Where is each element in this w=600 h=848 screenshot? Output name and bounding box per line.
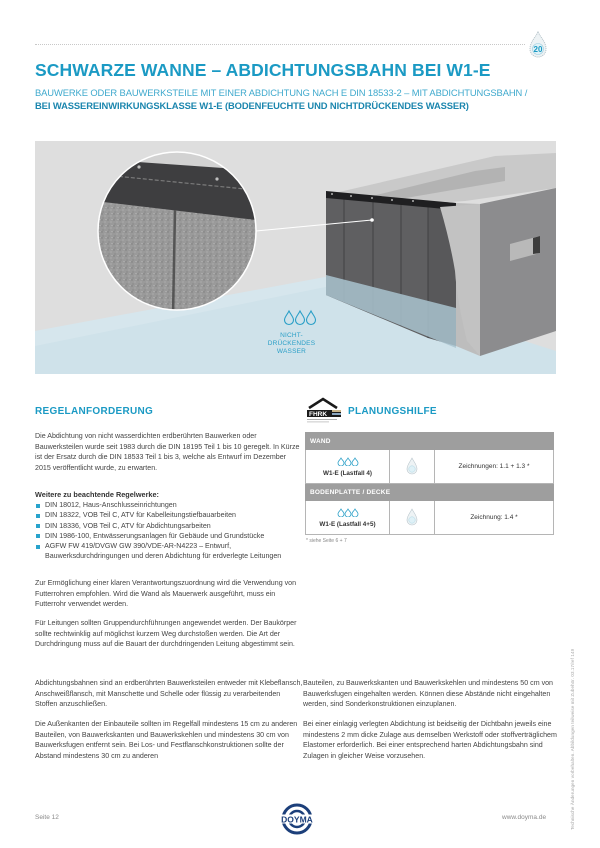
section-header-bodenplatte: BODENPLATTE / DECKE (306, 484, 554, 501)
water-drops-icon (306, 457, 389, 468)
rules-list (35, 500, 303, 562)
rule-text: DIN 18336, VOB Teil C, ATV für Abdichtungsarbeiten (45, 521, 211, 530)
bullet-icon (36, 545, 40, 549)
water-label-line-1: NICHT- (280, 332, 303, 339)
list-item (35, 500, 303, 510)
rules-title: Weitere zu beachtende Regelwerke: (35, 490, 159, 499)
einlagig-paragraph: Bei einer einlagig verlegten Abdichtung ist beidseitig der Dichtbahn jeweils eine mindestens 2 mm dicke Zulage aus demselben Werkstoff oder stoffverträglichem Elastomer erforderlich. Bei einer entsprechend harten Abdichtungsbahn sind Zulagen in gleicher Weise vorzusehen. (303, 720, 557, 760)
bullet-icon (36, 524, 40, 528)
page-reference-cell[interactable] (390, 450, 435, 484)
table-footnote: * siehe Seite 6 + 7 (306, 538, 347, 544)
drawings-cell: Zeichnung: 1.4 * (435, 501, 554, 535)
rule-text: DIN 1986-100, Entwässerungsanlagen für Gebäude und Grundstücke (45, 531, 265, 540)
page-badge (526, 30, 550, 60)
water-label-line-2: DRÜCKENDES (267, 340, 316, 347)
doyma-logo-text: DOYMA (281, 814, 313, 825)
list-item (35, 510, 303, 520)
water-label-line-3: WASSER (276, 348, 307, 355)
page-reference-badge-icon[interactable] (405, 521, 419, 528)
water-drops-icon (306, 508, 389, 519)
right-continuation-paragraph: Bauteilen, zu Bauwerkskanten und Bauwerkskehlen und mindestens 50 cm von Bauwerksfugen eingehalten werden. Können diese Abstände nicht eingehalten werden, sind Sonderkonstruktionen einzuplanen. (303, 679, 554, 709)
planungshilfe-heading: PLANUNGSHILFE (348, 406, 437, 417)
water-label (35, 332, 552, 356)
table-row (306, 450, 554, 484)
load-case-cell (306, 450, 390, 484)
intro-paragraph: Die Abdichtung von nicht wasserdichten erdberührten Bauwerken oder Bauwerksteilen wurde seit 1983 durch die DIN 18195 Teil 1 bis 10 geregelt. In Kürze ist der Ersatz durch die DIN 18533 Teil 1 bis 3, welche als Entwurf im Dezember 2015 veröffentlicht wurde, zu erwarten. (35, 432, 300, 472)
top-divider (35, 44, 525, 45)
table-section-header (306, 433, 554, 450)
abdichtungsbahnen-paragraph: Abdichtungsbahnen sind an erdberührten Bauwerksteilen entweder mit Klebeflansch, Anschweißflansch, mit Manschette und Schelle oder flüssig zu verarbeitenden Stoffen anzuschließen. (35, 679, 303, 709)
bullet-icon (36, 534, 40, 538)
list-item (35, 541, 303, 562)
page-reference-cell[interactable] (390, 501, 435, 535)
rule-text: AGFW FW 419/DVGW GW 390/VDE-AR-N4223 – Entwurf, Bauwerksdurchdringungen und deren Abdichtung für erdverlegte Leitungen (45, 542, 282, 561)
page-badge-number: 20 (533, 45, 543, 54)
planning-table (305, 432, 554, 535)
list-item (35, 531, 303, 541)
list-item (35, 521, 303, 531)
bullet-icon (36, 504, 40, 508)
section-header-wand: WAND (306, 433, 554, 450)
page-reference-badge-icon[interactable] (405, 470, 419, 477)
load-case-cell (306, 501, 390, 535)
bullet-icon (36, 514, 40, 518)
drawings-cell: Zeichnungen: 1.1 + 1.3 * (435, 450, 554, 484)
regelanforderung-heading: REGELANFORDERUNG (35, 406, 154, 417)
black-tank-illustration (35, 141, 556, 374)
gruppen-paragraph: Für Leitungen sollten Gruppendurchführungen angewendet werden. Der Baukörper sollte rechtwinklig auf möglichst kurzem Weg durchstoßen werden. Die Art der Durchdringung muss auf die Bauart der durchdringenden Leitung abgestimmt sein. (35, 619, 297, 649)
futterrohr-paragraph: Zur Ermöglichung einer klaren Verantwortungszuordnung wird die Verwendung von Futterrohren empfohlen. Wird die Wand als Mauerwerk ausgeführt, muss ein Futterrohr verwendet werden. (35, 579, 297, 609)
table-row (306, 501, 554, 535)
rule-text: DIN 18322, VOB Teil C, ATV für Kabelleitungstiefbauarbeiten (45, 511, 236, 520)
website-link[interactable]: www.doyma.de (502, 814, 547, 821)
load-case-label: W1-E (Lastfall 4+5) (319, 520, 376, 528)
aussenkanten-paragraph: Die Außenkanten der Einbauteile sollten im Regelfall mindestens 15 cm zu anderen Bauteilen, von Bauwerkskanten und Bauwerkskehlen und mindestens 30 cm von Bauwerksfugen entfernt sein. Bei Los- und Festflanschkonstruktionen sollte der Abstand mindestens 30 cm zu anderen (35, 720, 298, 760)
load-case-label: W1-E (Lastfall 4) (323, 469, 372, 477)
table-section-header (306, 484, 554, 501)
fhrk-logo-text: FHRK (309, 411, 328, 418)
subtitle-line-2: BEI WASSEREINWIRKUNGSKLASSE W1-E (BODENFEUCHTE UND NICHTDRÜCKENDES WASSER) (35, 100, 469, 111)
page-number: Seite 12 (35, 814, 59, 821)
page-title: SCHWARZE WANNE – ABDICHTUNGSBAHN BEI W1-E (35, 60, 491, 80)
subtitle-line-1: BAUWERKE ODER BAUWERKSTEILE MIT EINER ABDICHTUNG NACH E DIN 18533-2 – MIT ABDICHTUNGSBAHN / (35, 87, 528, 98)
legal-side-note: Technische Änderungen vorbehalten. Abbildungen teilweise mit Zubehör. 03.17/ref 149 (570, 648, 575, 830)
doyma-logo (272, 802, 322, 836)
rule-text: DIN 18012, Haus-Anschlusseinrichtungen (45, 501, 177, 509)
side-wall (480, 188, 556, 356)
fhrk-logo (306, 396, 342, 428)
